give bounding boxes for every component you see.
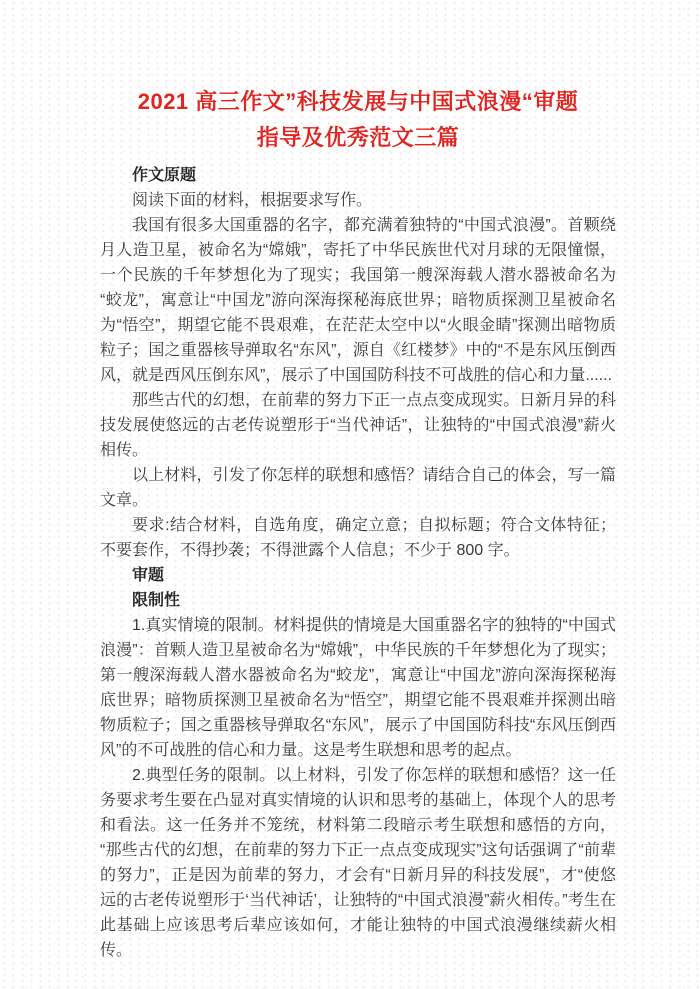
paragraph-material-2: 那些古代的幻想，在前辈的努力下正一点点变成现实。日新月异的科技发展使悠远的古老传说塑形于“当代神话”，让独特的“中国式浪漫”薪火相传。 (100, 392, 616, 459)
section-essay-original-prompt (100, 163, 616, 563)
document-title: 2021 高三作文”科技发展与中国式浪漫“审题指导及优秀范文三篇 (137, 89, 579, 150)
section-topic-analysis (100, 563, 616, 963)
subheading-restrictiveness: 限制性 (132, 592, 181, 609)
paragraph-material-1: 我国有很多大国重器的名字，都充满着独特的“中国式浪漫”。首颗绕月人造卫星，被命名为“嫦娥”，寄托了中华民族世代对月球的无限憧憬，一个民族的千年梦想化为了现实；我国第一艘深海载人潜水器被命名为“蛟龙”，寓意让“中国龙”游向深海探秘海底世界；暗物质探测卫星被命名为“悟空”，期望它能不畏艰难，在茫茫太空中以“火眼金睛”探测出暗物质粒子；国之重器核导弹取名“东风”，源自《红楼梦》中的“不是东风压倒西风，就是西风压倒东风”，展示了中国国防科技不可战胜的信心和力量...... (100, 217, 616, 384)
heading-topic-analysis: 审题 (132, 567, 165, 584)
paragraph-instruction: 阅读下面的材料，根据要求写作。 (132, 192, 373, 209)
paragraph-task: 以上材料，引发了你怎样的联想和感悟？请结合自己的体会，写一篇文章。 (100, 467, 616, 509)
heading-essay-original-prompt: 作文原题 (132, 167, 197, 184)
paragraph-restriction-2: 2.典型任务的限制。以上材料，引发了你怎样的联想和感悟？这一任务要求考生要在凸显对真实情境的认识和思考的基础上，体现个人的思考和看法。这一任务并不笼统，材料第二段暗示考生联想和感悟的方向，“那些古代的幻想，在前辈的努力下正一点点变成现实”这句话强调了“前辈的努力”，正是因为前辈的努力，才会有“日新月异的科技发展”，才“使悠远的古老传说塑形于‘当代神话’，让独特的“中国式浪漫”薪火相传。”考生在此基础上应该思考后辈应该如何，才能让独特的中国式浪漫继续薪火相传。 (100, 767, 616, 959)
paragraph-requirements: 要求:结合材料，自选角度，确定立意；自拟标题；符合文体特征；不要套作，不得抄袭；不得泄露个人信息；不少于 800 字。 (100, 517, 616, 559)
paragraph-restriction-1: 1.真实情境的限制。材料提供的情境是大国重器名字的独特的“中国式浪漫”：首颗人造卫星被命名为“嫦娥”，中华民族的千年梦想化为了现实；第一艘深海载人潜水器被命名为“蛟龙”，寓意让“中国龙”游向深海探秘海底世界；暗物质探测卫星被命名为“悟空”，期望它能不畏艰难并探测出暗物质粒子；国之重器核导弹取名“东风”，展示了中国国防科技“东风压倒西风”的不可战胜的信心和力量。这是考生联想和思考的起点。 (100, 617, 616, 759)
